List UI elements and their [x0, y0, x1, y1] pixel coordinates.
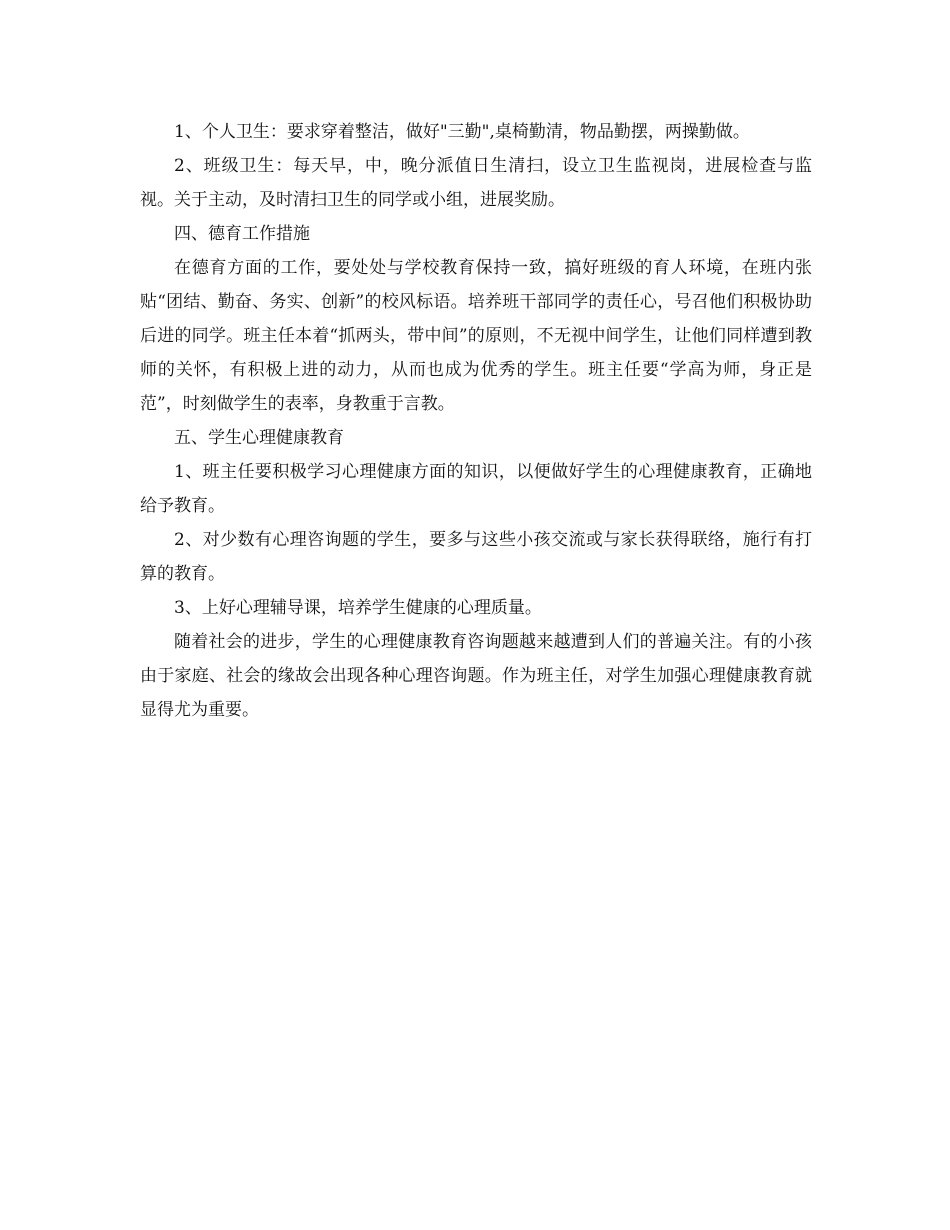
paragraph-moral-education: 在德育方面的工作，要处处与学校教育保持一致，搞好班级的育人环境，在班内张贴“团结、勤奋、务实、创新”的校风标语。培养班干部同学的责任心，号召他们积极协助后进的同学。班主任本着“抓两头，带中间”的原则，不无视中间学生，让他们同样遭到教师的关怀，有积极上进的动力，从而也成为优秀的学生。班主任要“学高为师，身正是范”，时刻做学生的表率，身教重于言教。 [140, 258, 812, 414]
paragraph-mental-health-3: 3、上好心理辅导课，培养学生健康的心理质量。 [174, 598, 542, 618]
paragraph-personal-hygiene: 1、个人卫生：要求穿着整洁，做好"三勤",桌椅勤清，物品勤摆，两操勤做。 [174, 122, 750, 142]
section-heading-mental-health: 五、学生心理健康教育 [174, 428, 344, 448]
document-body [140, 115, 812, 727]
paragraph-mental-health-1: 1、班主任要积极学习心理健康方面的知识，以便做好学生的心理健康教育，正确地给予教育。 [140, 462, 812, 516]
section-heading-moral-education: 四、德育工作措施 [174, 224, 310, 244]
paragraph-class-hygiene: 2、班级卫生：每天早，中，晚分派值日生清扫，设立卫生监视岗，进展检查与监视。关于主动，及时清扫卫生的同学或小组，进展奖励。 [140, 156, 812, 210]
paragraph-conclusion: 随着社会的进步，学生的心理健康教育咨询题越来越遭到人们的普遍关注。有的小孩由于家庭、社会的缘故会出现各种心理咨询题。作为班主任，对学生加强心理健康教育就显得尤为重要。 [140, 632, 812, 720]
paragraph-mental-health-2: 2、对少数有心理咨询题的学生，要多与这些小孩交流或与家长获得联络，施行有打算的教育。 [140, 530, 812, 584]
